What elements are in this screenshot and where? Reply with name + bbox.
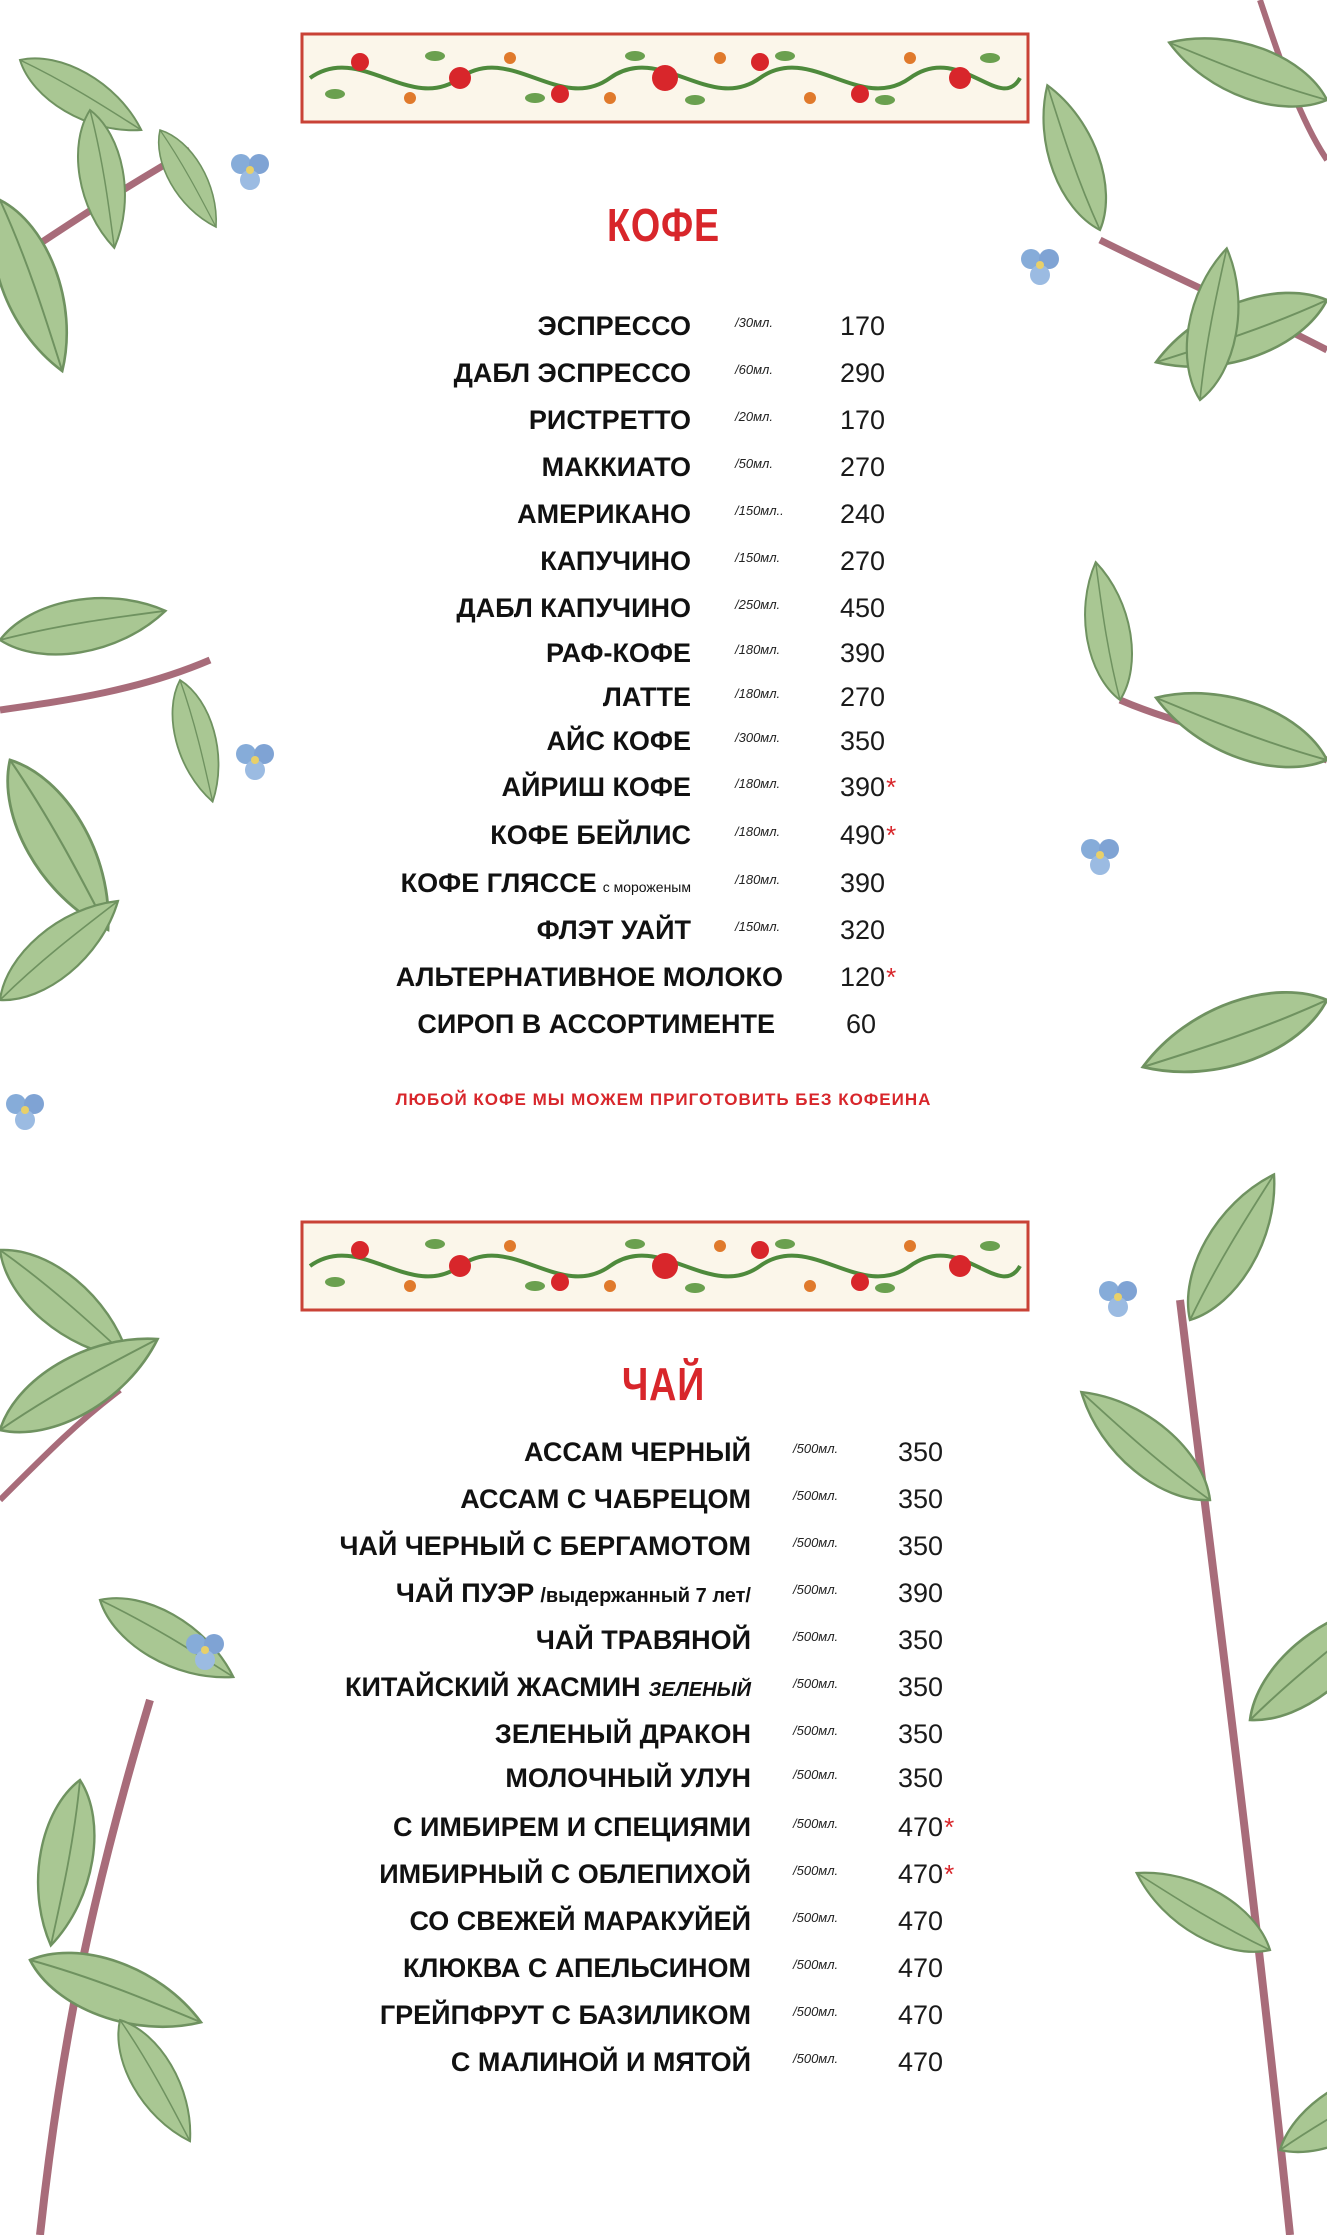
- item-price: [840, 633, 885, 673]
- item-price-value: 350: [898, 1531, 944, 1561]
- item-price-value: 470: [898, 2000, 944, 2030]
- coffee-item-row: [0, 633, 1327, 673]
- item-volume: /60мл.: [735, 362, 773, 377]
- item-name: [396, 1573, 751, 1616]
- item-volume: /500мл.: [793, 1488, 839, 1503]
- item-name-text: КОФЕ БЕЙЛИС: [490, 820, 691, 850]
- item-price-value: 490: [840, 820, 886, 850]
- item-price-value: 290: [840, 358, 886, 388]
- item-volume: /500мл.: [793, 1582, 839, 1597]
- item-name: [339, 1526, 751, 1566]
- item-price: [898, 1901, 943, 1941]
- tea-item-row: [0, 1573, 1327, 1613]
- coffee-item-row: [0, 767, 1327, 807]
- item-name: [451, 2042, 751, 2082]
- item-name: [529, 400, 691, 440]
- item-price-value: 240: [840, 499, 886, 529]
- item-name: [524, 1432, 751, 1472]
- item-name: [603, 677, 691, 717]
- item-price-value: 470: [898, 1906, 944, 1936]
- asterisk-mark: *: [886, 820, 897, 850]
- item-name: [542, 447, 691, 487]
- item-price-value: 170: [840, 405, 886, 435]
- item-name-text: РАФ-КОФЕ: [545, 638, 691, 668]
- tea-item-row: [0, 2042, 1327, 2082]
- item-volume: /150мл.: [735, 919, 781, 934]
- item-name-text: АССАМ ЧЕРНЫЙ: [524, 1437, 751, 1467]
- coffee-item-row: [0, 721, 1327, 761]
- item-volume: /180мл.: [735, 872, 781, 887]
- item-name: [505, 1758, 751, 1798]
- item-price: [898, 1432, 943, 1472]
- asterisk-mark: *: [886, 772, 897, 802]
- coffee-item-row: [0, 677, 1327, 717]
- item-name: [540, 541, 691, 581]
- coffee-item-row: [0, 306, 1327, 346]
- item-price-value: 470: [898, 2047, 944, 2077]
- item-name-text: МАККИАТО: [541, 452, 691, 482]
- tea-item-row: [0, 1854, 1327, 1894]
- tea-item-row: [0, 1948, 1327, 1988]
- asterisk-mark: *: [944, 1859, 955, 1889]
- tea-item-row: [0, 1758, 1327, 1798]
- item-name-text: СИРОП В АССОРТИМЕНТЕ: [417, 1009, 775, 1039]
- item-name: [490, 815, 691, 855]
- item-price: [898, 2042, 943, 2082]
- floral-ornament-top: [300, 32, 1030, 124]
- item-volume: /500мл.: [793, 1676, 839, 1691]
- coffee-item-row: [0, 863, 1327, 903]
- item-price-value: 390: [840, 868, 886, 898]
- item-price: [840, 721, 885, 761]
- item-name-text: АЙРИШ КОФЕ: [501, 772, 691, 802]
- item-name-text: ЧАЙ ТРАВЯНОЙ: [535, 1625, 751, 1655]
- coffee-item-row: [0, 1004, 1327, 1044]
- item-volume: /180мл.: [735, 824, 781, 839]
- item-price-value: 350: [898, 1625, 944, 1655]
- item-name: [393, 1807, 751, 1847]
- item-volume: /20мл.: [735, 409, 773, 424]
- item-price: [898, 1714, 943, 1754]
- item-price: [898, 1807, 954, 1847]
- item-price-value: 470: [898, 1953, 944, 1983]
- item-price: [840, 815, 896, 855]
- item-volume: /180мл.: [735, 686, 781, 701]
- item-name-text: ГРЕЙПФРУТ С БАЗИЛИКОМ: [379, 2000, 751, 2030]
- item-price-value: 270: [840, 452, 886, 482]
- coffee-item-row: [0, 541, 1327, 581]
- tea-item-row: [0, 1479, 1327, 1519]
- item-price-value: 390: [898, 1578, 944, 1608]
- item-price: [840, 767, 896, 807]
- asterisk-mark: *: [944, 1812, 955, 1842]
- item-price: [840, 863, 885, 903]
- item-name-text: АЙС КОФЕ: [546, 726, 691, 756]
- item-price-value: 390: [840, 772, 886, 802]
- item-name-text: ИМБИРНЫЙ С ОБЛЕПИХОЙ: [379, 1859, 751, 1889]
- tea-section-title: ЧАЙ: [621, 1358, 706, 1410]
- item-name: [401, 863, 691, 907]
- tea-item-row: [0, 1901, 1327, 1941]
- item-price: [846, 1004, 876, 1044]
- item-price-value: 320: [840, 915, 886, 945]
- item-price: [840, 447, 885, 487]
- item-subtitle: ЗЕЛЕНЫЙ: [648, 1679, 751, 1701]
- item-name-text: АМЕРИКАНО: [517, 499, 691, 529]
- item-volume: /150мл..: [735, 503, 784, 518]
- coffee-item-row: [0, 400, 1327, 440]
- coffee-item-row: [0, 910, 1327, 950]
- item-volume: /500мл.: [793, 1535, 839, 1550]
- item-subtitle: /выдержанный 7 лет/: [540, 1585, 751, 1607]
- item-price: [840, 353, 885, 393]
- item-price: [898, 1573, 943, 1613]
- coffee-item-row: [0, 588, 1327, 628]
- item-name-text: ЧАЙ ПУЭР: [395, 1578, 535, 1608]
- item-name-text: С ИМБИРЕМ И СПЕЦИЯМИ: [393, 1812, 751, 1842]
- tea-item-row: [0, 1714, 1327, 1754]
- item-price: [840, 541, 885, 581]
- item-price-value: 270: [840, 546, 886, 576]
- item-name-text: ДАБЛ КАПУЧИНО: [456, 593, 691, 623]
- item-price: [898, 1948, 943, 1988]
- item-name-text: С МАЛИНОЙ И МЯТОЙ: [450, 2047, 751, 2077]
- item-name-text: ФЛЭТ УАЙТ: [536, 915, 691, 945]
- decaf-note: ЛЮБОЙ КОФЕ МЫ МОЖЕМ ПРИГОТОВИТЬ БЕЗ КОФЕИНА: [395, 1090, 932, 1109]
- item-name: [379, 1854, 751, 1894]
- item-price: [840, 910, 885, 950]
- item-name: [417, 1004, 775, 1044]
- item-price: [898, 1620, 943, 1660]
- item-name: [403, 1948, 751, 1988]
- item-price-value: 350: [898, 1763, 944, 1793]
- item-price: [840, 588, 885, 628]
- item-volume: /500мл.: [793, 1957, 839, 1972]
- item-volume: /50мл.: [735, 456, 773, 471]
- item-volume: /500мл.: [793, 1441, 839, 1456]
- item-name-text: КИТАЙСКИЙ ЖАСМИН: [345, 1672, 641, 1702]
- item-volume: /500мл.: [793, 2051, 839, 2066]
- item-price: [898, 1758, 943, 1798]
- item-price: [898, 1995, 943, 2035]
- item-name-text: РИСТРЕТТО: [528, 405, 691, 435]
- item-volume: /500мл.: [793, 1910, 839, 1925]
- item-name-text: АЛЬТЕРНАТИВНОЕ МОЛОКО: [395, 962, 783, 992]
- item-price-value: 450: [840, 593, 886, 623]
- coffee-item-row: [0, 957, 1327, 997]
- item-name: [396, 957, 783, 997]
- item-price: [898, 1667, 943, 1707]
- item-price: [840, 400, 885, 440]
- item-price-value: 120: [840, 962, 886, 992]
- item-price: [840, 957, 896, 997]
- item-volume: /500мл.: [793, 1863, 839, 1878]
- item-volume: /180мл.: [735, 776, 781, 791]
- item-name: [536, 1620, 751, 1660]
- item-volume: /500мл.: [793, 1767, 839, 1782]
- coffee-item-row: [0, 353, 1327, 393]
- item-price: [840, 677, 885, 717]
- item-price-value: 60: [846, 1009, 877, 1039]
- item-name: [547, 721, 691, 761]
- item-name: [380, 1995, 751, 2035]
- tea-item-row: [0, 1526, 1327, 1566]
- item-volume: /300мл.: [735, 730, 781, 745]
- item-subtitle: с мороженым: [602, 879, 691, 895]
- item-volume: /500мл.: [793, 1816, 839, 1831]
- item-name: [546, 633, 691, 673]
- item-price-value: 350: [898, 1672, 944, 1702]
- item-name: [460, 1479, 751, 1519]
- item-price-value: 270: [840, 682, 886, 712]
- item-name-text: ЗЕЛЕНЫЙ ДРАКОН: [494, 1719, 751, 1749]
- item-name-text: ЭСПРЕССО: [537, 311, 691, 341]
- floral-ornament-middle: [300, 1220, 1030, 1312]
- item-price-value: 470: [898, 1812, 944, 1842]
- item-price-value: 350: [898, 1437, 944, 1467]
- item-name: [345, 1667, 751, 1710]
- item-price-value: 350: [898, 1719, 944, 1749]
- item-price-value: 390: [840, 638, 886, 668]
- item-name: [538, 306, 691, 346]
- item-name-text: КОФЕ ГЛЯССЕ: [400, 868, 597, 898]
- item-price: [898, 1479, 943, 1519]
- item-name-text: ЧАЙ ЧЕРНЫЙ С БЕРГАМОТОМ: [339, 1531, 751, 1561]
- coffee-section-title: КОФЕ: [606, 199, 721, 251]
- item-volume: /500мл.: [793, 2004, 839, 2019]
- item-name: [517, 494, 691, 534]
- tea-item-row: [0, 1620, 1327, 1660]
- tea-item-row: [0, 1995, 1327, 2035]
- item-price: [898, 1854, 954, 1894]
- item-price: [840, 306, 885, 346]
- item-price-value: 470: [898, 1859, 944, 1889]
- item-price-value: 350: [898, 1484, 944, 1514]
- coffee-item-row: [0, 494, 1327, 534]
- item-volume: /30мл.: [735, 315, 773, 330]
- item-name: [537, 910, 691, 950]
- item-volume: /180мл.: [735, 642, 781, 657]
- item-volume: /500мл.: [793, 1723, 839, 1738]
- coffee-item-row: [0, 815, 1327, 855]
- item-name: [495, 1714, 751, 1754]
- item-volume: /500мл.: [793, 1629, 839, 1644]
- item-name-text: МОЛОЧНЫЙ УЛУН: [505, 1763, 751, 1793]
- item-name-text: ЛАТТЕ: [602, 682, 691, 712]
- tea-item-row: [0, 1432, 1327, 1472]
- item-name: [454, 353, 691, 393]
- tea-item-row: [0, 1807, 1327, 1847]
- item-name-text: СО СВЕЖЕЙ МАРАКУЙЕЙ: [409, 1906, 751, 1936]
- item-name: [409, 1901, 751, 1941]
- tea-item-row: [0, 1667, 1327, 1707]
- item-name-text: ДАБЛ ЭСПРЕССО: [453, 358, 691, 388]
- asterisk-mark: *: [886, 962, 897, 992]
- item-volume: /250мл.: [735, 597, 781, 612]
- item-name-text: КАПУЧИНО: [540, 546, 691, 576]
- item-price: [840, 494, 885, 534]
- item-name-text: КЛЮКВА С АПЕЛЬСИНОМ: [402, 1953, 751, 1983]
- item-name: [456, 588, 691, 628]
- item-name-text: АССАМ С ЧАБРЕЦОМ: [460, 1484, 751, 1514]
- item-volume: /150мл.: [735, 550, 781, 565]
- item-price: [898, 1526, 943, 1566]
- item-price-value: 350: [840, 726, 886, 756]
- item-name: [502, 767, 692, 807]
- item-price-value: 170: [840, 311, 886, 341]
- coffee-item-row: [0, 447, 1327, 487]
